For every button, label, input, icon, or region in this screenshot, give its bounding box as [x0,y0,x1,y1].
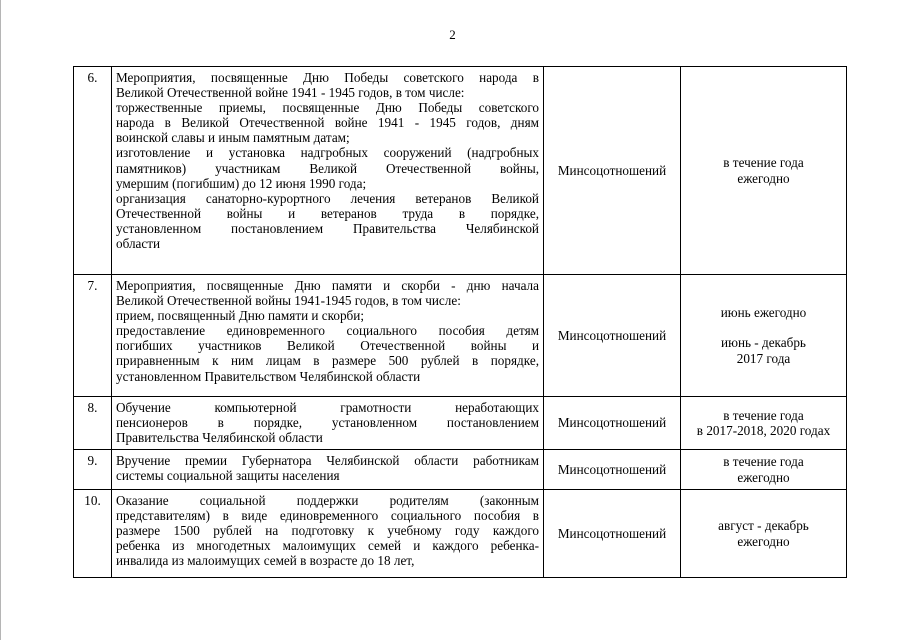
page-edge-line [0,0,1,640]
description-line: предоставление единовременного социального пособия детям [116,323,539,339]
term-line: ежегодно [737,469,790,485]
table-row [74,450,847,490]
term-line: 2017 года [736,350,791,366]
description-line: Вручение премии Губернатора Челябинской области работникам [116,453,539,468]
measure-description [112,67,544,275]
description-line: области [116,236,161,252]
table-row [74,275,847,397]
term-line: ежегодно [737,533,790,549]
description-line: Правительства Челябинской области [116,430,323,446]
measures-table [73,66,847,578]
term-line: август - декабрь [718,518,809,534]
description-line: погибших участников Великой Отечественной войны и [116,338,539,354]
description-line: изготовление и установка надгробных сооружений (надгробных [116,145,539,161]
description-line: инвалида из малоимущих семей в возрасте до 18 лет, [116,553,415,569]
description-line: памятников) участникам Великой Отечественной войны, [116,160,539,176]
description-line: организация санаторно-курортного лечения ветеранов Великой [116,190,539,206]
term-line: в течение года [723,407,804,423]
description-line: Обучение компьютерной грамотности неработающих [116,400,539,415]
term-cell [681,67,847,275]
term-line: в 2017-2018, 2020 годах [696,423,831,438]
row-number: 7. [74,275,112,397]
row-number: 9. [74,450,112,490]
description-line: представителям) в виде единовременного социального пособия в [116,508,539,524]
description-line: Отечественной войны и ветеранов труда в порядке, [116,205,539,221]
term-line: июнь - декабрь [721,335,806,351]
term-cell [681,397,847,450]
description-line: размере 1500 рублей на подготовку к учебному году каждого [116,523,539,539]
description-line: приравненным к ним лицам в размере 500 рублей в порядке, [116,353,539,369]
term-gap [681,320,846,335]
page-number: 2 [449,27,456,42]
term-cell [681,490,847,578]
description-line: системы социальной защиты населения [116,468,340,484]
term-line: в течение года [723,454,804,470]
table-row [74,397,847,450]
table-row [74,67,847,275]
description-line: установленном постановлением Правительства Челябинской [116,220,539,236]
row-number: 10. [74,490,112,578]
measure-description [112,450,544,490]
description-line: Великой Отечественной войне 1941 - 1945 годов, в том числе: [116,85,465,101]
term-line: июнь ежегодно [720,305,807,321]
executor-cell: Минсоцотношений [544,490,681,578]
description-line: Великой Отечественной войны 1941-1945 годов, в том числе: [116,293,461,309]
measure-description [112,397,544,450]
description-line: Мероприятия, посвященные Дню Победы советского народа в [116,70,539,85]
term-cell [681,275,847,397]
table-row [74,490,847,578]
table-body [74,67,847,578]
measure-description [112,275,544,397]
description-line: Оказание социальной поддержки родителям (законным [116,493,539,508]
term-cell [681,450,847,490]
description-line: умершим (погибшим) до 12 июня 1990 года; [116,175,367,191]
measure-description [112,490,544,578]
description-line: Мероприятия, посвященные Дню памяти и скорби - дню начала [116,278,539,293]
executor-cell: Минсоцотношений [544,275,681,397]
description-line: установленном Правительством Челябинской области [116,368,421,384]
term-line: в течение года [723,155,804,171]
description-line: прием, посвященный Дню памяти и скорби; [116,308,364,324]
description-line: пенсионеров в порядке, установленном постановлением [116,415,539,431]
row-number: 8. [74,397,112,450]
executor-cell: Минсоцотношений [544,397,681,450]
description-line: ребенка из многодетных малоимущих семей и каждого ребенка- [116,538,539,554]
term-line: ежегодно [737,170,790,186]
description-line: торжественные приемы, посвященные Дню Победы советского [116,100,539,116]
description-line: народа в Великой Отечественной войне 1941 - 1945 годов, дням [116,115,539,131]
executor-cell: Минсоцотношений [544,450,681,490]
row-number: 6. [74,67,112,275]
description-line: воинской славы и иным памятным датам; [116,130,350,146]
executor-cell: Минсоцотношений [544,67,681,275]
